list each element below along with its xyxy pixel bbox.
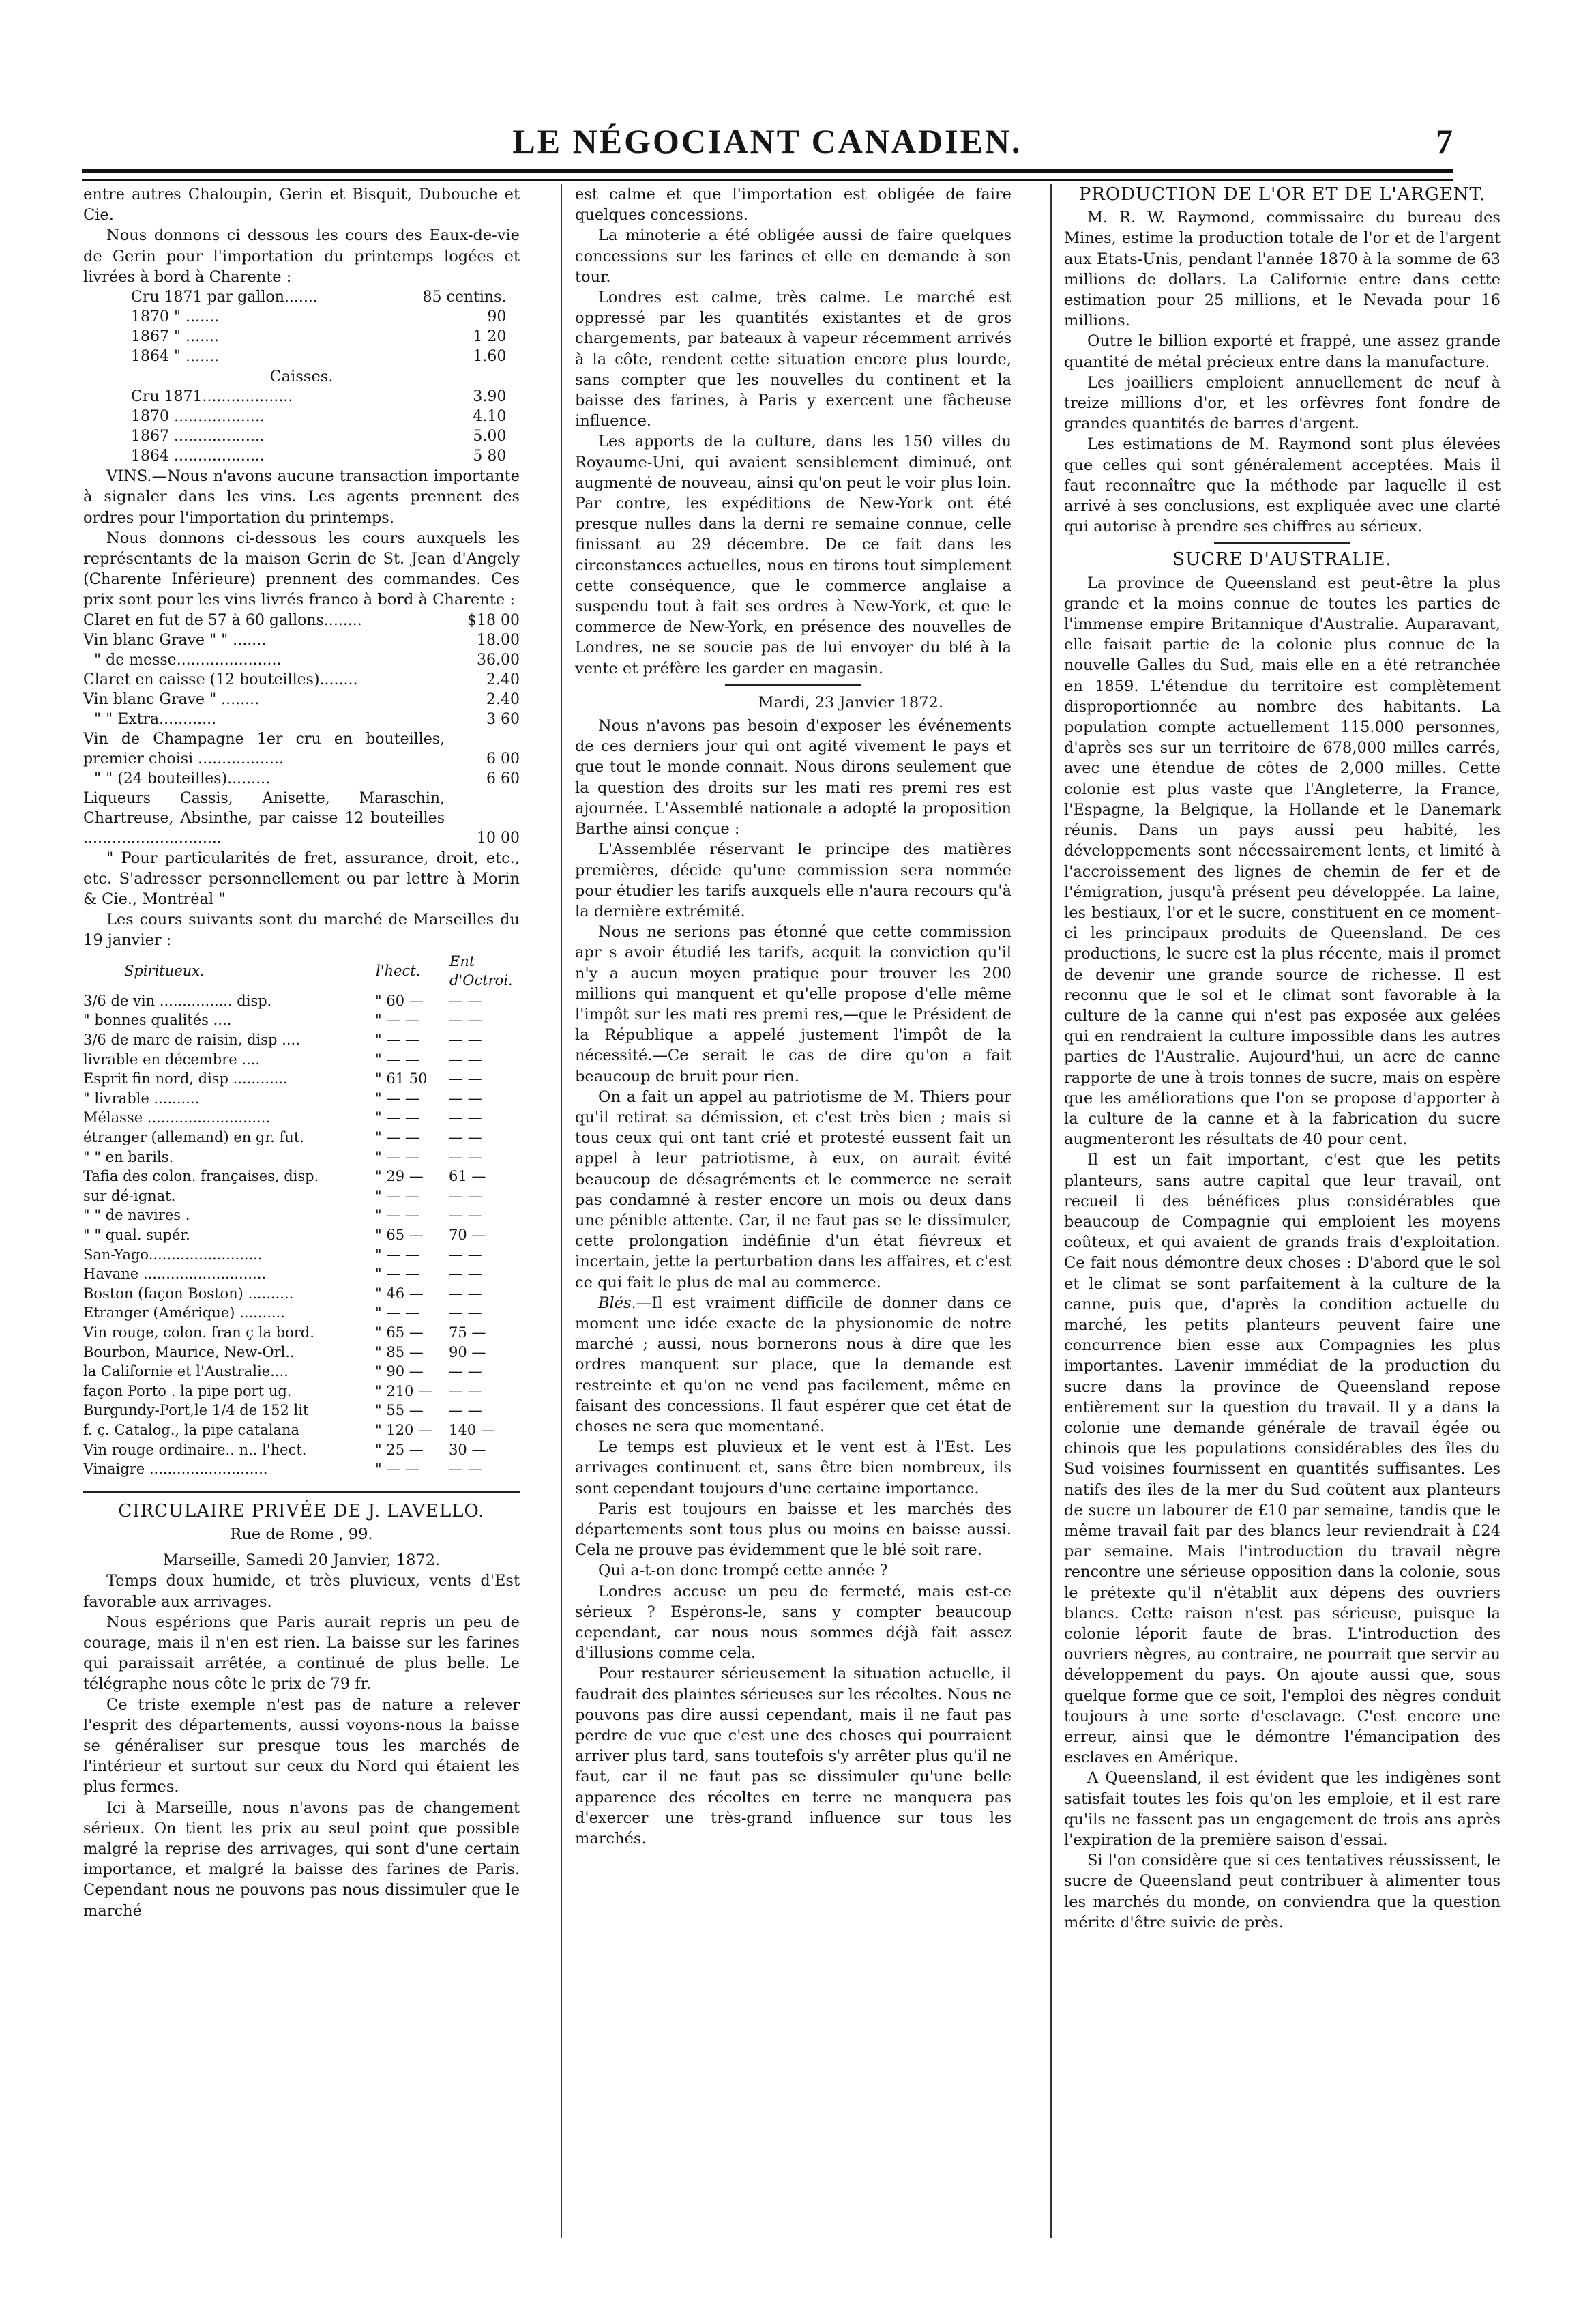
row-value: 6 60 bbox=[486, 770, 520, 787]
table-row bbox=[131, 387, 506, 407]
row-label: Havane ........................... bbox=[83, 1266, 267, 1283]
row-value: — — bbox=[449, 1363, 482, 1380]
table-row bbox=[83, 1420, 520, 1440]
row-label: Esprit fin nord, disp ............ bbox=[83, 1070, 288, 1087]
row-value: — — bbox=[449, 1187, 482, 1204]
row-value: — — bbox=[449, 992, 482, 1009]
paragraph: Les cours suivants sont du marché de Marseilles du 19 janvier : bbox=[83, 911, 520, 950]
paragraph: Nous donnons ci-dessous les cours auxquels les représentants de la maison Gerin de St. Jean d'Angely (Charente Inférieure) prennent des commandes. Ces prix sont pour les vins livrés franco à bord à Charente : bbox=[83, 529, 520, 609]
row-value: 3 60 bbox=[486, 710, 520, 728]
row-value: — — bbox=[449, 1032, 482, 1049]
table-row bbox=[83, 1264, 520, 1284]
row-value: 90 bbox=[487, 308, 507, 326]
row-label: Cru 1871 par gallon....... bbox=[131, 289, 318, 306]
row-label: " livrable .......... bbox=[83, 1090, 200, 1107]
table-row bbox=[83, 630, 520, 650]
row-label: 1867 " ....... bbox=[131, 328, 220, 346]
table-row bbox=[83, 1030, 520, 1050]
row-value: " — — bbox=[375, 1246, 420, 1263]
newspaper-title: LE NÉGOCIANT CANADIEN. bbox=[512, 122, 1022, 160]
paragraph: A Queensland, il est évident que les indigènes sont satisfait toutes les fois qu'on les emploie, et il est rare qu'ils ne fassent pas un engagement de trois ans après l'expiration de la première saison d'essai. bbox=[1064, 1769, 1501, 1850]
column-1 bbox=[83, 184, 520, 1921]
paragraph: La province de Queensland est peut-être la plus grande et la moins connue de toutes les parties de l'immense empire Britannique d'Australie. Auparavant, elle faisait partie de la colonie plus connue de la nouvelle Galles du Sud, mais elle en a été retranchée en 1859. L'étendue du territoire est complètement disproportionnée au nombre des habitants. La population compte actuellement 115.000 personnes, d'après ses sur un territoire de 678,000 milles carrés, avec une étendue de côtes de 2,000 milles. Cette colonie est plus vaste que l'Angleterre, la France, l'Espagne, la Belgique, la Hollande et le Danemark réunis. Dans un pays aussi peu habité, les développements sont nécessairement lents, et limité à l'accroissement des lignes de chemin de fer et de l'émigration, jusqu'à présent peu développée. La laine, les bestiaux, l'or et le sucre, constituent en ce moment-ci les principaux produits de Queensland. De ces productions, le sucre est la plus récente, mais il promet de devenir une grande source de richesse. Il est reconnu que le sol et le climat sont favorable à la culture de la canne qui n'est pas exposée aux gelées qui en rendraient la culture impossible dans les autres parties de l'Australie. Aujourd'hui, un acre de canne rapporte de une à trois tonnes de sucre, mais on espère que les améliorations que l'on se propose d'apporter à la culture de la canne et à la fabrication du sucre augmenteront les résultats de 40 pour cent. bbox=[1064, 574, 1501, 1149]
paragraph: Paris est toujours en baisse et les marchés des départements sont tous plus ou moins en baisse aussi. Cela ne prouve pas évidemment que le blé soit rare. bbox=[575, 1500, 1011, 1560]
row-value: " — — bbox=[375, 1187, 420, 1204]
paragraph: " Pour particularités de fret, assurance, droit, etc., etc. S'adresser personnellement ou par lettre à Morin & Cie., Montréal " bbox=[83, 849, 520, 909]
table-row bbox=[83, 1050, 520, 1070]
dateline: Marseille, Samedi 20 Janvier, 1872. bbox=[162, 1551, 441, 1570]
row-label: San-Yago......................... bbox=[83, 1246, 263, 1263]
row-label: " " de navires . bbox=[83, 1207, 190, 1224]
row-value: — — bbox=[449, 1246, 482, 1263]
subheading: Caisses. bbox=[269, 368, 334, 386]
paragraph: Ici à Marseille, nous n'avons pas de changement sérieux. On tient les prix au seul point que possible malgré la reprise des arrivages, qui sont d'une certain importance, et malgré la baisse des farines de Paris. Cependant nous ne pouvons pas nous dissimuler que le marché bbox=[83, 1798, 520, 1920]
row-label: 1867 ................... bbox=[131, 428, 265, 446]
row-value: — — bbox=[449, 1382, 482, 1399]
table-row bbox=[131, 446, 506, 466]
row-label: sur dé-ignat. bbox=[83, 1187, 176, 1204]
table-row bbox=[131, 287, 506, 307]
paragraph: Si l'on considère que si ces tentatives réussissent, le sucre de Queensland peut contribuer à alimenter tous les marchés du monde, on conviendra que la question mérite d'être suivie de près. bbox=[1064, 1852, 1501, 1931]
table-row bbox=[83, 1382, 520, 1401]
table-row bbox=[83, 611, 520, 630]
row-value: " 60 — bbox=[375, 992, 424, 1009]
row-value: — — bbox=[449, 1266, 482, 1283]
row-label: façon Porto . la pipe port ug. bbox=[83, 1382, 292, 1399]
table-row bbox=[83, 769, 520, 789]
row-label: Vin rouge, colon. fran ç la bord. bbox=[83, 1324, 314, 1341]
address-line: Rue de Rome , 99. bbox=[230, 1525, 373, 1543]
row-value: " 61 50 bbox=[375, 1070, 428, 1087]
row-label: 3/6 de vin ................ disp. bbox=[83, 992, 272, 1009]
table-row bbox=[83, 1343, 520, 1362]
table-row bbox=[83, 1245, 520, 1265]
paragraph: Londres est calme, très calme. Le marché est oppressé par les quantités existantes et de gros chargements, par bateaux à vapeur récemment arrivés à la côte, rendent cette situation encore plus lourde, sans compter que les nouvelles du continent et la baisse des farines, à Paris y exercent une fâcheuse influence. bbox=[575, 289, 1011, 430]
table-row bbox=[131, 407, 506, 426]
row-value: 61 — bbox=[449, 1168, 486, 1185]
row-label: Claret en caisse (12 bouteilles)........ bbox=[83, 671, 358, 688]
case-price-table bbox=[131, 387, 506, 466]
paragraph: VINS.—Nous n'avons aucune transaction importante à signaler dans les vins. Les agents prennent des ordres pour l'importation du printemps. bbox=[83, 467, 520, 527]
row-value: " — — bbox=[375, 1051, 420, 1068]
paragraph: Nous ne serions pas étonné que cette commission apr s avoir étudié les tarifs, acquit la conviction qu'il n'y a aucun moyen pratique pour trouver les 200 millions qui manquent et qu'elle propose d'elle même l'impôt sur les mati res premi res,—que le Président de la République a appelé justement l'impôt de la nécessité.—Ce serait le cas de dire qu'on a fait beaucoup de bruit pour rien. bbox=[575, 923, 1011, 1085]
paragraph: Outre le billion exporté et frappé, une assez grande quantité de métal précieux entre dans la manufacture. bbox=[1064, 332, 1501, 371]
dateline: Mardi, 23 Janvier 1872. bbox=[758, 693, 943, 712]
wine-price-table bbox=[83, 611, 520, 848]
row-value: 5 80 bbox=[473, 448, 507, 465]
row-value: " 55 — bbox=[375, 1402, 424, 1419]
row-label: 1870 " ....... bbox=[131, 308, 220, 326]
row-value: 10 00 bbox=[477, 829, 520, 847]
row-value: — — bbox=[449, 1051, 482, 1068]
row-value: 18.00 bbox=[477, 631, 520, 649]
row-value: 1 20 bbox=[473, 328, 507, 346]
table-row bbox=[83, 690, 520, 710]
row-value: 90 — bbox=[449, 1343, 486, 1360]
row-label: " " qual. supér. bbox=[83, 1226, 190, 1243]
paragraph: est calme et que l'importation est obligée de faire quelques concessions. bbox=[575, 186, 1011, 224]
row-label: " bonnes qualités .... bbox=[83, 1012, 232, 1029]
paragraph: Pour restaurer sérieusement la situation actuelle, il faudrait des plaintes sérieuses sur les récoltes. Nous ne pouvons pas dire aussi cependant, mais il ne faut pas perdre de vue que c'est une des choses qui pourraient arriver plus tard, sans toutefois s'y arrêter plus qu'il ne faut, car il ne faut pas se dissimuler qu'une belle apparence des récoltes en terre ne manquera pas d'exercer une très-grand influence sur tous les marchés. bbox=[575, 1665, 1011, 1848]
row-label: Cru 1871................... bbox=[131, 388, 293, 406]
row-value: " 210 — bbox=[375, 1382, 433, 1399]
row-value: " 46 — bbox=[375, 1285, 424, 1302]
row-label: " " en barils. bbox=[83, 1148, 174, 1165]
row-value: — — bbox=[449, 1109, 482, 1126]
table-row bbox=[83, 1010, 520, 1030]
row-value: " — — bbox=[375, 1461, 420, 1478]
column-header: Ent d'Octroi. bbox=[449, 952, 513, 989]
masthead-rule bbox=[82, 169, 1453, 181]
row-value: — — bbox=[449, 1461, 482, 1478]
paragraph: Nous n'avons pas besoin d'exposer les événements de ces derniers jour qui ont agité vivement le pays et que tout le monde connait. Nous dirons seulement que la question des droits sur les mati res premi res est ajournée. L'Assemblé nationale a adopté la proposition Barthe ainsi conçue : bbox=[575, 717, 1011, 838]
row-value: " — — bbox=[375, 1304, 420, 1322]
paragraph-body: —Il est vraiment difficile de donner dans ce moment une idée exacte de la physionomie de notre marché ; aussi, nous bornerons nous à dire que les ordres manquent sur place, que la demande est restreinte et qu'on ne vend pas facilement, même en faisant des concessions. Il faut espérer que cet état de choses ne sera que momentané. bbox=[575, 1294, 1011, 1435]
row-value: " — — bbox=[375, 1109, 420, 1126]
row-label: 1864 " ....... bbox=[131, 348, 220, 366]
row-label: f. ç. Catalog., la pipe catalana bbox=[83, 1421, 299, 1438]
table-row bbox=[83, 1440, 520, 1460]
row-value: 3.90 bbox=[473, 388, 507, 406]
column-header: Spiritueux. bbox=[124, 962, 205, 979]
row-label: Boston (façon Boston) .......... bbox=[83, 1285, 294, 1302]
section-heading: CIRCULAIRE PRIVÉE DE J. LAVELLO. bbox=[118, 1500, 485, 1521]
column-2 bbox=[575, 184, 1011, 1849]
row-value: 5.00 bbox=[473, 428, 507, 446]
row-value: " 120 — bbox=[375, 1421, 433, 1438]
table-row bbox=[83, 1303, 520, 1323]
row-label: Liqueurs Cassis, Anisette, Maraschin, Chartreuse, Absinthe, par caisse 12 bouteilles ............................. bbox=[83, 789, 445, 847]
row-label: livrable en décembre .... bbox=[83, 1051, 261, 1068]
row-value: " — — bbox=[375, 1129, 420, 1145]
table-row bbox=[83, 1089, 520, 1109]
row-label: Etranger (Amérique) .......... bbox=[83, 1304, 285, 1322]
brandy-price-table bbox=[131, 287, 506, 366]
row-value: $18 00 bbox=[467, 611, 520, 629]
row-value: — — bbox=[449, 1304, 482, 1322]
marseille-spirits-table bbox=[83, 951, 520, 1479]
table-row bbox=[83, 1323, 520, 1343]
row-label: 1864 ................... bbox=[131, 448, 265, 465]
table-row bbox=[83, 1108, 520, 1128]
row-label: " de messe...................... bbox=[94, 651, 282, 669]
section-rule bbox=[725, 684, 861, 686]
row-value: 75 — bbox=[449, 1324, 486, 1341]
table-row bbox=[83, 991, 520, 1011]
paragraph: Les apports de la culture, dans les 150 villes du Royaume-Uni, qui avaient sensiblement diminué, ont augmenté de nouveau, ainsi qu'on peut le voir plus loin. Par contre, les expéditions de New-York ont été presque nulles dans la derni re semaine connue, celle finissant au 29 décembre. De ce fait dans les circonstances actuelles, nous en tirons tout simplement cette conséquence, que le commerce anglaise a suspendu tout à fait ses ordres à New-York, et que le commerce de New-York, en présence des nouvelles de Londres, ne se soucie pas de lui envoyer du blé à la vente et préfère les garder en magasin. bbox=[575, 433, 1011, 677]
table-row bbox=[131, 327, 506, 347]
table-row bbox=[83, 789, 520, 848]
paragraph: Nous espérions que Paris aurait repris un peu de courage, mais il n'en est rien. La baisse sur les farines qui paraissait arrêtée, a continué de plus belle. Le télégraphe nous côte le prix de 79 fr. bbox=[83, 1613, 520, 1693]
row-label: " " Extra............ bbox=[94, 710, 217, 728]
paragraph-lead: Blés. bbox=[598, 1294, 636, 1312]
table-row bbox=[131, 307, 506, 327]
row-value: " — — bbox=[375, 1032, 420, 1049]
table-row bbox=[83, 1206, 520, 1225]
row-value: " 85 — bbox=[375, 1343, 424, 1360]
row-value: " 65 — bbox=[375, 1226, 424, 1243]
paragraph: On a fait un appel au patriotisme de M. Thiers pour qu'il retirat sa démission, et c'est très bien ; mais si tous ceux qui ont tant crié et protesté eussent fait un appel à leur patriotisme, à eux, on aurait évité beaucoup de désagréments et le commerce ne serait pas condamné à rester encore un mois ou deux dans une pénible attente. Car, il ne faut pas se le dissimuler, cette prolongation indéfinie d'un état fiévreux et incertain, jette la perturbation dans les affaires, et c'est ce qui fait le plus de mal au commerce. bbox=[575, 1087, 1011, 1291]
paragraph: Qui a-t-on donc trompé cette année ? bbox=[598, 1562, 888, 1580]
table-row bbox=[83, 729, 520, 769]
row-label: Bourbon, Maurice, New-Orl.. bbox=[83, 1343, 295, 1360]
row-value: 2.40 bbox=[486, 690, 520, 708]
table-row bbox=[83, 1186, 520, 1206]
row-label: la Californie et l'Australie.... bbox=[83, 1363, 289, 1380]
row-label: Vin rouge ordinaire.. n.. l'hect. bbox=[83, 1441, 307, 1458]
table-row bbox=[83, 1069, 520, 1089]
table-row bbox=[131, 426, 506, 446]
row-label: étranger (allemand) en gr. fut. bbox=[83, 1129, 304, 1145]
row-value: — — bbox=[449, 1402, 482, 1419]
column-3 bbox=[1064, 184, 1501, 1933]
table-row bbox=[83, 1284, 520, 1304]
row-value: 85 centins. bbox=[422, 289, 507, 306]
row-value: — — bbox=[449, 1090, 482, 1107]
row-value: — — bbox=[449, 1012, 482, 1029]
row-value: 70 — bbox=[449, 1226, 486, 1243]
paragraph: Les joailliers emploient annuellement de neuf à treize millions d'or, et les orfèvres font fondre de grandes quantités de barres d'argent. bbox=[1064, 373, 1501, 433]
row-value: — — bbox=[449, 1070, 482, 1087]
column-divider bbox=[561, 184, 562, 2238]
row-label: " " (24 bouteilles)......... bbox=[94, 770, 271, 787]
table-row bbox=[83, 670, 520, 690]
paragraph: Les estimations de M. Raymond sont plus élevées que celles qui sont généralement acceptées. Mais il faut reconnaître que la méthode par laquelle il est arrivé à ses conclusions, est expliquée avec une clarté qui autorise à prendre ses chiffres au sérieux. bbox=[1064, 435, 1501, 536]
row-value: — — bbox=[449, 1285, 482, 1302]
paragraph: Nous donnons ci dessous les cours des Eaux-de-vie de Gerin pour l'importation du printemps logées et livrées à bord à Charente : bbox=[83, 227, 520, 286]
row-value: " — — bbox=[375, 1207, 420, 1224]
row-label: Tafia des colon. françaises, disp. bbox=[83, 1168, 319, 1185]
paragraph: M. R. W. Raymond, commissaire du bureau des Mines, estime la production totale de l'or et de l'argent aux Etats-Unis, pendant l'année 1870 à la somme de 63 millions de dollars. La Californie entre dans cette estimation pour 25 millions, et le Nevada pour 16 millions. bbox=[1064, 209, 1501, 330]
paragraph: La minoterie a été obligée aussi de faire quelques concessions sur les farines et elle en demande à son tour. bbox=[575, 227, 1011, 286]
section-heading: PRODUCTION DE L'OR ET DE L'ARGENT. bbox=[1078, 184, 1486, 205]
row-label: Claret en fut de 57 à 60 gallons........ bbox=[83, 611, 362, 629]
row-value: — — bbox=[449, 1207, 482, 1224]
row-value: 140 — bbox=[449, 1421, 495, 1438]
paragraph: L'Assemblée réservant le principe des matières premières, décide qu'une commission sera nommée pour étudier les tarifs auxquels elle n'aura recours qu'à la dernière extrémité. bbox=[575, 841, 1011, 920]
row-value: 6 00 bbox=[486, 750, 520, 768]
table-row bbox=[83, 1128, 520, 1148]
table-row bbox=[83, 1401, 520, 1420]
table-row bbox=[83, 1362, 520, 1382]
section-rule bbox=[83, 1491, 520, 1493]
row-value: " 65 — bbox=[375, 1324, 424, 1341]
row-value: " — — bbox=[375, 1148, 420, 1165]
row-value: 2.40 bbox=[486, 671, 520, 688]
row-value: — — bbox=[449, 1129, 482, 1145]
row-label: Vin blanc Grave " " ....... bbox=[83, 631, 267, 649]
table-row bbox=[83, 650, 520, 670]
paragraph: Ce triste exemple n'est pas de nature a relever l'esprit des départements, aussi voyons-nous la baisse se généraliser sur presque tous les marchés de l'intérieur et surtout sur ceux du Nord qui étaient les plus fermes. bbox=[83, 1695, 520, 1796]
column-header: l'hect. bbox=[376, 962, 421, 979]
row-value: 4.10 bbox=[473, 408, 507, 426]
table-row bbox=[83, 1225, 520, 1245]
section-heading: SUCRE D'AUSTRALIE. bbox=[1172, 549, 1392, 570]
row-label: Vinaigre .......................... bbox=[83, 1461, 268, 1478]
row-value: 1.60 bbox=[473, 348, 507, 366]
table-row bbox=[83, 1459, 520, 1479]
column-divider bbox=[1050, 184, 1052, 2238]
row-value: " 25 — bbox=[375, 1441, 424, 1458]
table-row bbox=[83, 1167, 520, 1186]
page-number: 7 bbox=[1436, 122, 1453, 160]
table-row bbox=[83, 710, 520, 729]
paragraph: Le temps est pluvieux et le vent est à l'Est. Les arrivages continuent et, sans être bien nombreux, ils sont cependant toujours d'une certaine importance. bbox=[575, 1438, 1011, 1498]
row-label: Mélasse ........................... bbox=[83, 1109, 271, 1126]
paragraph: Il est un fait important, c'est que les petits planteurs, sans autre capital que leur travail, ont recueil li des bénéfices plus considérables que beaucoup de Compagnie qui emploient les moyens coûteux, et qui avaient de grands frais d'exploitation. Ce fait nous démontre deux choses : D'abord que le sol et le climat se sont parfaitement à la culture de la canne, puis que, d'après la condition actuelle du marché, les petits planteurs peuvent faire une concurrence bien esse aux Compagnies les plus importantes. Lavenir immédiat de la production du sucre dans la province de Queensland repose entièrement sur la question du travail. Il y a dans la colonie une demande générale de travail égée ou chinois que les populations considérables des îles du Sud voisines fournissent en quantités suffisantes. Les natifs des îles de la mer du Sud coûtent aux planteurs de sucre un labourer de £10 par semaine, tandis que le même travail fait par des blancs leur reviendrait à £24 par semaine. Mais l'introduction du travail nègre rencontre une sérieuse opposition dans la colonie, sous le prétexte qu'il n'établit aux dépens des ouvriers blancs. Cette raison n'est pas sérieuse, puisque la colonie léporit faute de bras. L'introduction des ouvriers nègres, au contraire, ne pourrait que servir au développement du pays. On ajoute aussi que, sous quelque forme que ce soit, l'emploi des nègres conduit toujours à une sorte d'esclavage. C'est encore une erreur, ainsi que le démontre l'émancipation des esclaves en Amérique. bbox=[1064, 1151, 1501, 1767]
section-rule bbox=[1214, 542, 1350, 544]
row-value: — — bbox=[449, 1148, 482, 1165]
row-value: " 29 — bbox=[375, 1168, 424, 1185]
paragraph bbox=[575, 1293, 1011, 1437]
paragraph: entre autres Chaloupin, Gerin et Bisquit, Dubouche et Cie. bbox=[83, 186, 520, 224]
masthead bbox=[82, 121, 1453, 162]
row-value: " — — bbox=[375, 1012, 420, 1029]
table-header bbox=[83, 951, 520, 991]
row-label: Vin de Champagne 1er cru en bouteilles, premier choisi .................. bbox=[83, 730, 445, 768]
table-row bbox=[83, 1148, 520, 1167]
row-value: 36.00 bbox=[477, 651, 520, 669]
paragraph: Temps doux humide, et très pluvieux, vents d'Est favorable aux arrivages. bbox=[83, 1572, 520, 1611]
row-label: Burgundy-Port,le 1/4 de 152 lit bbox=[83, 1402, 309, 1419]
paragraph: Londres accuse un peu de fermeté, mais est-ce sérieux ? Espérons-le, sans y compter beaucoup cependant, car nous nous sommes déjà fait assez d'illusions comme cela. bbox=[575, 1582, 1011, 1663]
row-label: Vin blanc Grave " ........ bbox=[83, 690, 260, 708]
row-value: 30 — bbox=[449, 1441, 486, 1458]
row-value: " 90 — bbox=[375, 1363, 424, 1380]
row-value: " — — bbox=[375, 1090, 420, 1107]
row-label: 3/6 de marc de raisin, disp .... bbox=[83, 1032, 300, 1049]
row-label: 1870 ................... bbox=[131, 408, 265, 426]
row-value: " — — bbox=[375, 1266, 420, 1283]
table-row bbox=[131, 347, 506, 366]
